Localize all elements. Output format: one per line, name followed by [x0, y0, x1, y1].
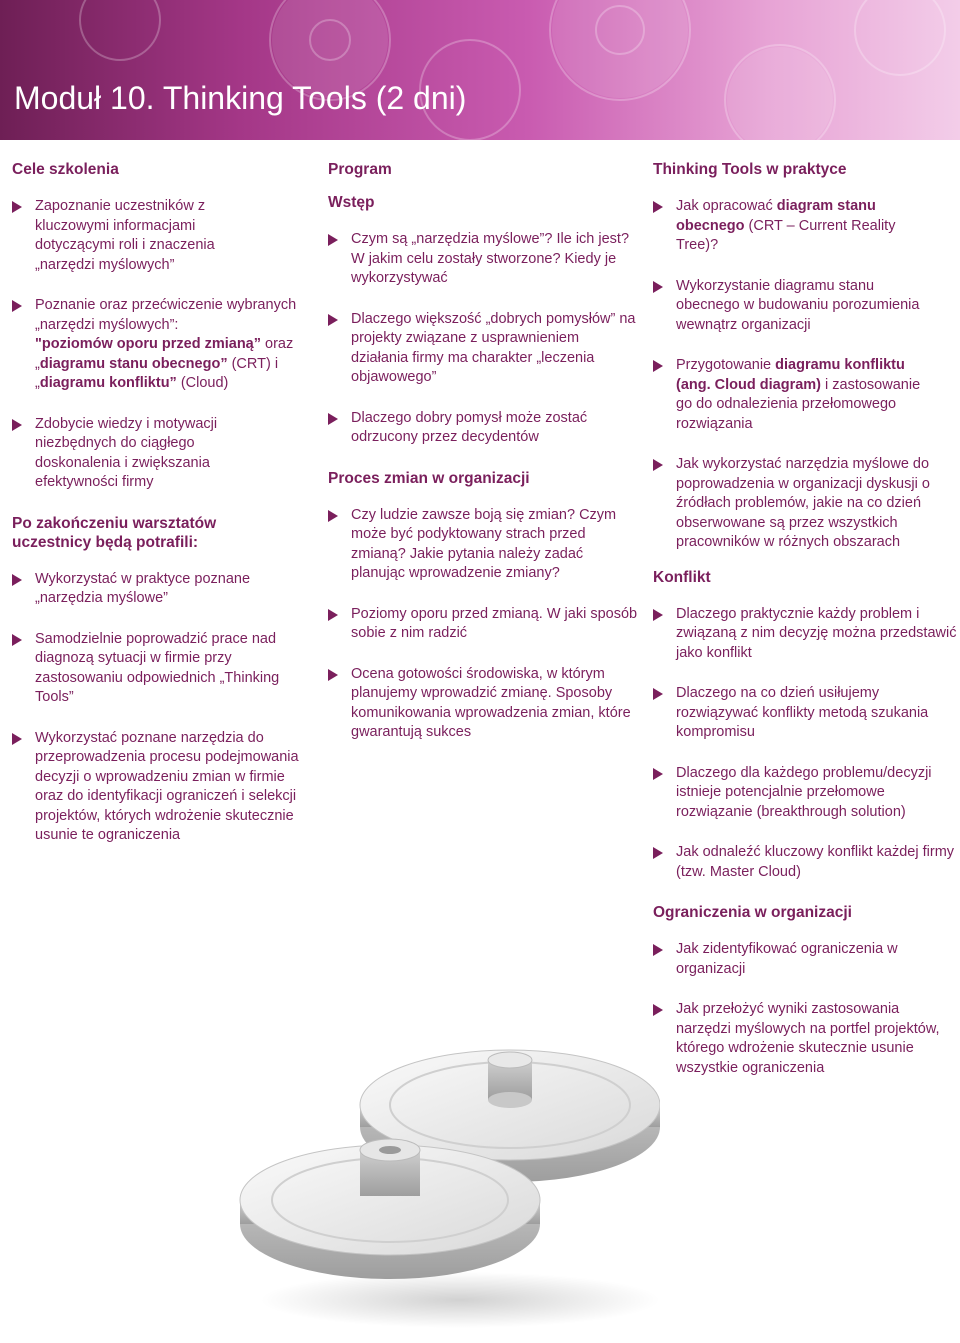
arrow-bullet-icon — [653, 281, 663, 293]
list-item: Samodzielnie poprowadzić prace nad diagnozą sytuacji w firmie przy zastosowaniu odpowiednich „Thinking Tools” — [12, 630, 312, 708]
list-item: Wykorzystać poznane narzędzia do przeprowadzenia procesu podejmowania decyzji o wprowadzeniu zmian w firmie oraz do identyfikacji ograniczeń i selekcji projektów, których wdrożenie skutecznie usunie te ograniczenia — [12, 729, 312, 846]
list-item: Ocena gotowości środowiska, w którym planujemy wprowadzić zmianę. Sposoby komunikowania wprowadzenia zmian, które gwarantują sukces — [328, 665, 638, 743]
list-item: Dlaczego dobry pomysł może zostać odrzucony przez decydentów — [328, 409, 638, 448]
arrow-bullet-icon — [653, 688, 663, 700]
gear-pattern-decoration — [0, 0, 960, 140]
list-item: Jak przełożyć wyniki zastosowania narzędzi myślowych na portfel projektów, którego wdrożenie skutecznie usunie wszystkie ograniczenia — [653, 1000, 958, 1078]
intro-list — [328, 230, 638, 448]
list-item: Zapoznanie uczestników z kluczowymi informacjami dotyczącymi roli i znaczenia „narzędzi myślowych” — [12, 197, 217, 275]
page-title: Moduł 10. Thinking Tools (2 dni) — [14, 80, 467, 116]
list-item: Jak wykorzystać narzędzia myślowe do poprowadzenia w organizacji dyskusji o źródłach problemów, jakie na co dzień obserwowane są przez wszystkich pracowników w różnych obszarach — [653, 455, 943, 553]
arrow-bullet-icon — [653, 360, 663, 372]
list-item: Zdobycie wiedzy i motywacji niezbędnych do ciągłego doskonalenia i zwiększania efektywności firmy — [12, 415, 237, 493]
constraints-list — [653, 940, 958, 1078]
arrow-bullet-icon — [653, 201, 663, 213]
practice-heading: Thinking Tools w praktyce — [653, 161, 847, 178]
arrow-bullet-icon — [12, 419, 22, 431]
arrow-bullet-icon — [653, 768, 663, 780]
list-item: Jak opracować diagram stanu obecnego (CRT – Current Reality Tree)? — [653, 197, 928, 256]
list-item: Czy ludzie zawsze boją się zmian? Czym może być podyktowany strach przed zmianą? Jakie pytania należy zadać planując wprowadzenie zmiany? — [328, 506, 638, 584]
list-item: Jak zidentyfikować ograniczenia w organizacji — [653, 940, 958, 979]
objectives-heading: Cele szkolenia — [12, 161, 119, 178]
arrow-bullet-icon — [328, 510, 338, 522]
list-item: Poziomy oporu przed zmianą. W jaki sposób sobie z nim radzić — [328, 605, 638, 644]
column-program — [328, 160, 638, 764]
list-item: Wykorzystanie diagramu stanu obecnego w budowaniu porozumienia wewnątrz organizacji — [653, 277, 938, 336]
arrow-bullet-icon — [653, 609, 663, 621]
arrow-bullet-icon — [12, 300, 22, 312]
gears-illustration — [230, 1000, 660, 1330]
arrow-bullet-icon — [328, 234, 338, 246]
outcomes-list — [12, 570, 312, 846]
arrow-bullet-icon — [328, 669, 338, 681]
arrow-bullet-icon — [12, 201, 22, 213]
arrow-bullet-icon — [12, 733, 22, 745]
list-item: Przygotowanie diagramu konfliktu (ang. Cloud diagram) i zastosowanie go do odnalezienia przełomowego rozwiązania — [653, 356, 938, 434]
list-item: Dlaczego większość „dobrych pomysłów” na projekty związane z usprawnieniem działania firmy ma charakter „leczenia objawowego” — [328, 310, 638, 388]
program-heading: Program — [328, 161, 392, 178]
change-heading: Proces zmian w organizacji — [328, 469, 530, 487]
arrow-bullet-icon — [328, 314, 338, 326]
column-practice — [653, 160, 958, 1099]
arrow-bullet-icon — [328, 609, 338, 621]
list-item: Wykorzystać w praktyce poznane „narzędzia myślowe” — [12, 570, 312, 609]
gears-icon — [230, 1000, 660, 1330]
list-item: Dlaczego dla każdego problemu/decyzji istnieje potencjalnie przełomowe rozwiązanie (breakthrough solution) — [653, 764, 958, 823]
arrow-bullet-icon — [653, 459, 663, 471]
arrow-bullet-icon — [653, 847, 663, 859]
list-item: Poznanie oraz przećwiczenie wybranych „narzędzi myślowych”: "poziomów oporu przed zmianą” oraz „diagramu stanu obecnego” (CRT) i „diagramu konfliktu” (Cloud) — [12, 296, 312, 394]
outcomes-heading: Po zakończeniu warsztatów uczestnicy będą potrafili: — [12, 514, 217, 551]
constraints-heading: Ograniczenia w organizacji — [653, 904, 852, 921]
list-item: Dlaczego praktycznie każdy problem i związaną z nim decyzję można przedstawić jako konflikt — [653, 605, 958, 664]
arrow-bullet-icon — [328, 413, 338, 425]
conflict-list — [653, 605, 958, 883]
list-item: Jak odnaleźć kluczowy konflikt każdej firmy (tzw. Master Cloud) — [653, 843, 958, 882]
list-item: Czym są „narzędzia myślowe”? Ile ich jest? W jakim celu zostały stworzone? Kiedy je wykorzystywać — [328, 230, 638, 289]
arrow-bullet-icon — [12, 634, 22, 646]
arrow-bullet-icon — [653, 944, 663, 956]
list-item: Dlaczego na co dzień usiłujemy rozwiązywać konflikty metodą szukania kompromisu — [653, 684, 958, 743]
change-list — [328, 506, 638, 743]
conflict-heading: Konflikt — [653, 568, 711, 586]
intro-heading: Wstęp — [328, 194, 375, 211]
column-objectives — [12, 160, 312, 867]
arrow-bullet-icon — [12, 574, 22, 586]
header-banner — [0, 0, 960, 140]
practice-list — [653, 197, 958, 553]
objectives-list — [12, 197, 312, 493]
